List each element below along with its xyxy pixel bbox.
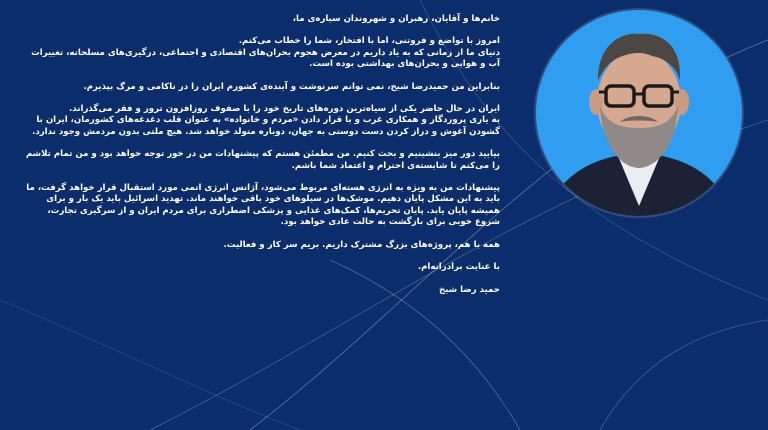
paragraph-6: همه با هم، پروژه‌های بزرگ مشترک داریم. بریم سر کار و فعالیت. [223,239,500,250]
greeting: خانم‌ها و آقایان، رهبران و شهروندان سیاره‌ی ما، [292,14,500,24]
paragraph-4: بیایید دور میز بنشینیم و بحث کنیم. من مطمئن هستم که پیشنهادات من در خور توجه خواهد بود و من تمام تلاشم را می‌کنم تا شایسته‌ی احترام و اعتماد شما باشم. [25,149,500,171]
portrait-photo [536,10,742,216]
signature: حمید رضا شیخ [438,284,500,295]
closing: با عنایت برادرانه‌ام. [417,262,500,273]
paragraph-5: پیشنهادات من به ویژه به انرژی هسته‌ای مربوط می‌شود، آژانس انرژی اتمی مورد استقبال قرار خواهد گرفت، ما باید به این مشکل پایان دهیم. موشک‌ها در سیلوهای خود باقی خواهند ماند. تهدید اسرائیل باید یک بار و برای همیشه پایان یابد. پایان تحریم‌ها، کمک‌های غذایی و پزشکی اضطراری برای مردم ایران و از سرگیری تجارت، شروع خوبی برای بازگشت به حالت عادی خواهد بود. [26,183,500,228]
letter-text [20,14,500,307]
paragraph-3: ایران در حال حاضر یکی از سیاه‌ترین دوره‌های تاریخ خود را با صفوف روزافزون ترور و فقر می‌گذراند. به یاری پروردگار و همکاری غرب و با قرار دادن «مردم و خانواده» به عنوان قلب دغدغه‌های کشورمان، ایران با گشودن آغوش و دراز کردن دست دوستی به جهان، دوباره متولد خواهد شد. هیچ ملتی بدون مردمش وجود ندارد. [32,104,500,137]
paragraph-1: امروز با تواضع و فروتنی، اما با افتخار، شما را خطاب می‌کنم. دنیای ما از زمانی که به یاد داریم در معرض هجوم بحران‌های اقتصادی و اجتماعی، درگیری‌های مسلحانه، تغییرات آب و هوایی و بحران‌های بهداشتی بوده است. [31,36,500,70]
paragraph-2: بنابراین من حمیدرضا شیخ، نمی توانم سرنوشت و آینده‌ی کشورم ایران را در ناکامی و مرگ بپذیرم. [83,81,500,92]
